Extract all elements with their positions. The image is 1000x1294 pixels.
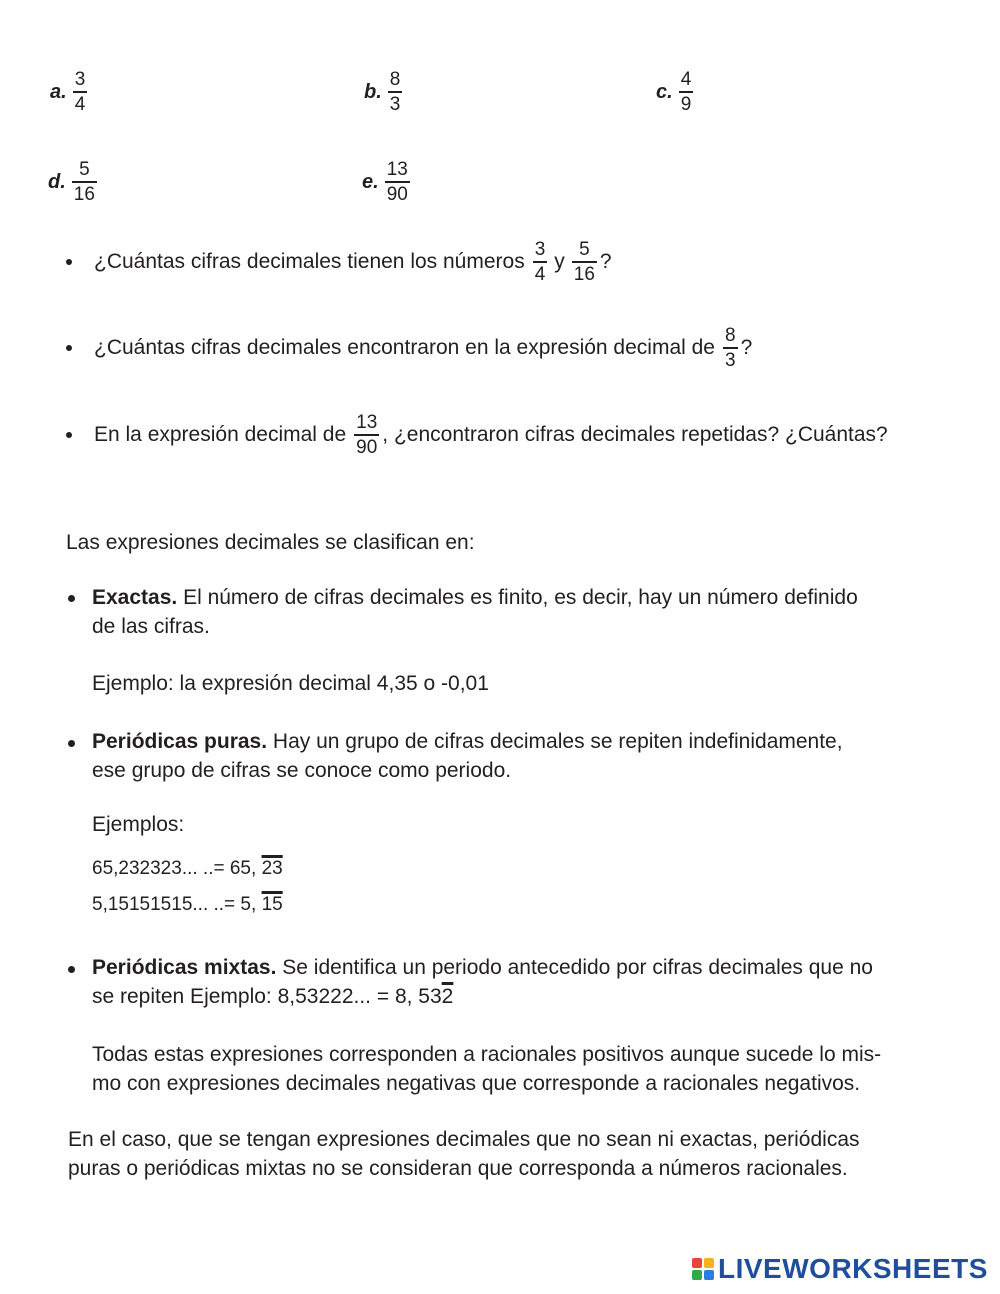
puras-paragraph [92,727,972,785]
bullet [66,259,72,265]
puras-example-2 [92,894,283,916]
bullet [68,740,75,747]
logo-square [704,1258,714,1268]
bullet [66,432,72,438]
logo-icon [692,1258,714,1280]
term-exactas: Exactas. [92,586,178,609]
numerator: 5 [79,159,90,180]
denominator: 90 [356,437,378,458]
denominator: 3 [725,350,736,371]
liveworksheets-logo [692,1253,988,1285]
term-puras: Periódicas puras. [92,730,268,753]
fraction-bar [72,181,97,183]
puras-example-1 [92,858,283,880]
numerator: 13 [386,159,408,180]
puras-line2: ese grupo de cifras se conoce como periodo. [92,759,512,782]
exactas-example: Ejemplo: la expresión decimal 4,35 o -0,01 [92,672,489,695]
example-value: 65,232323... ..= 65, [92,858,262,879]
numerator: 13 [356,412,378,433]
fraction-bar [679,91,694,93]
fraction [572,240,597,284]
fraction [533,240,548,284]
logo-square [692,1270,702,1280]
exactas-line2: de las cifras. [92,615,210,638]
exercise-c [656,70,693,114]
exercise-label: e. [362,170,379,193]
exercise-label: b. [364,80,382,103]
numerator: 3 [534,239,546,260]
period-digits: 2 [441,985,454,1008]
conjunction: y [554,250,565,273]
puras-line1: Hay un grupo de cifras decimales se repiten indefinidamente, [267,730,843,753]
fraction [73,70,88,114]
exactas-paragraph [92,583,972,641]
fraction [354,413,379,457]
fraction [385,160,410,204]
denominator: 16 [73,184,95,205]
question-text: En la expresión decimal de [94,423,347,446]
question-1 [66,240,612,284]
fraction-bar [723,347,738,349]
term-mixtas: Periódicas mixtas. [92,956,277,979]
denominator: 16 [573,264,595,285]
fraction [72,160,97,204]
mixtas-note [92,1040,972,1098]
question-3 [66,413,888,457]
logo-square [704,1270,714,1280]
example-value: 5,15151515... ..= 5, [92,894,262,915]
mixtas-line1: Se identifica un periodo antecedido por cifras decimales que no [276,956,873,979]
question-2 [66,326,752,370]
numerator: 3 [74,69,86,90]
numerator: 8 [725,325,736,346]
exercise-b [364,70,402,114]
puras-examples-label: Ejemplos: [92,813,185,836]
fraction [723,326,738,370]
period-digits: 23 [261,858,283,879]
mixtas-example: se repiten Ejemplo: 8,53222... = 8, 53 [92,985,442,1008]
question-text: ¿Cuántas cifras decimales encontraron en la expresión decimal de [94,336,715,359]
denominator: 90 [386,184,408,205]
exercise-label: a. [50,80,67,103]
closing-line2: puras o periódicas mixtas no se consideran que corresponda a números racionales. [68,1157,848,1180]
question-end: , ¿encontraron cifras decimales repetidas? ¿Cuántas? [382,423,888,446]
denominator: 3 [389,94,401,115]
closing-paragraph [68,1125,968,1183]
exercise-d [48,160,97,204]
question-text: ¿Cuántas cifras decimales tienen los números [94,250,525,273]
note-line1: Todas estas expresiones corresponden a racionales positivos aunque sucede lo mis- [92,1043,882,1066]
denominator: 9 [680,94,692,115]
question-end: ? [740,336,753,359]
closing-line1: En el caso, que se tengan expresiones decimales que no sean ni exactas, periódicas [68,1128,860,1151]
fraction [388,70,403,114]
exercise-e [362,160,410,204]
question-end: ? [599,250,612,273]
denominator: 4 [74,94,86,115]
logo-text: LIVEWORKSHEETS [718,1253,988,1284]
numerator: 4 [680,69,692,90]
fraction-bar [533,261,548,263]
bullet [68,966,75,973]
fraction-bar [572,261,597,263]
classification-intro: Las expresiones decimales se clasifican en: [66,531,475,554]
fraction [679,70,694,114]
bullet [68,595,75,602]
mixtas-paragraph [92,953,972,1011]
exactas-line1: El número de cifras decimales es finito, es decir, hay un número definido [177,586,858,609]
numerator: 8 [389,69,401,90]
denominator: 4 [534,264,546,285]
fraction-bar [354,434,379,436]
exercise-a [50,70,87,114]
logo-square [692,1258,702,1268]
exercise-label: c. [656,80,673,103]
fraction-bar [73,91,88,93]
note-line2: mo con expresiones decimales negativas que corresponde a racionales negativos. [92,1072,861,1095]
period-digits: 15 [261,894,283,915]
fraction-bar [385,181,410,183]
exercise-label: d. [48,170,66,193]
bullet [66,345,72,351]
fraction-bar [388,91,403,93]
numerator: 5 [579,239,590,260]
